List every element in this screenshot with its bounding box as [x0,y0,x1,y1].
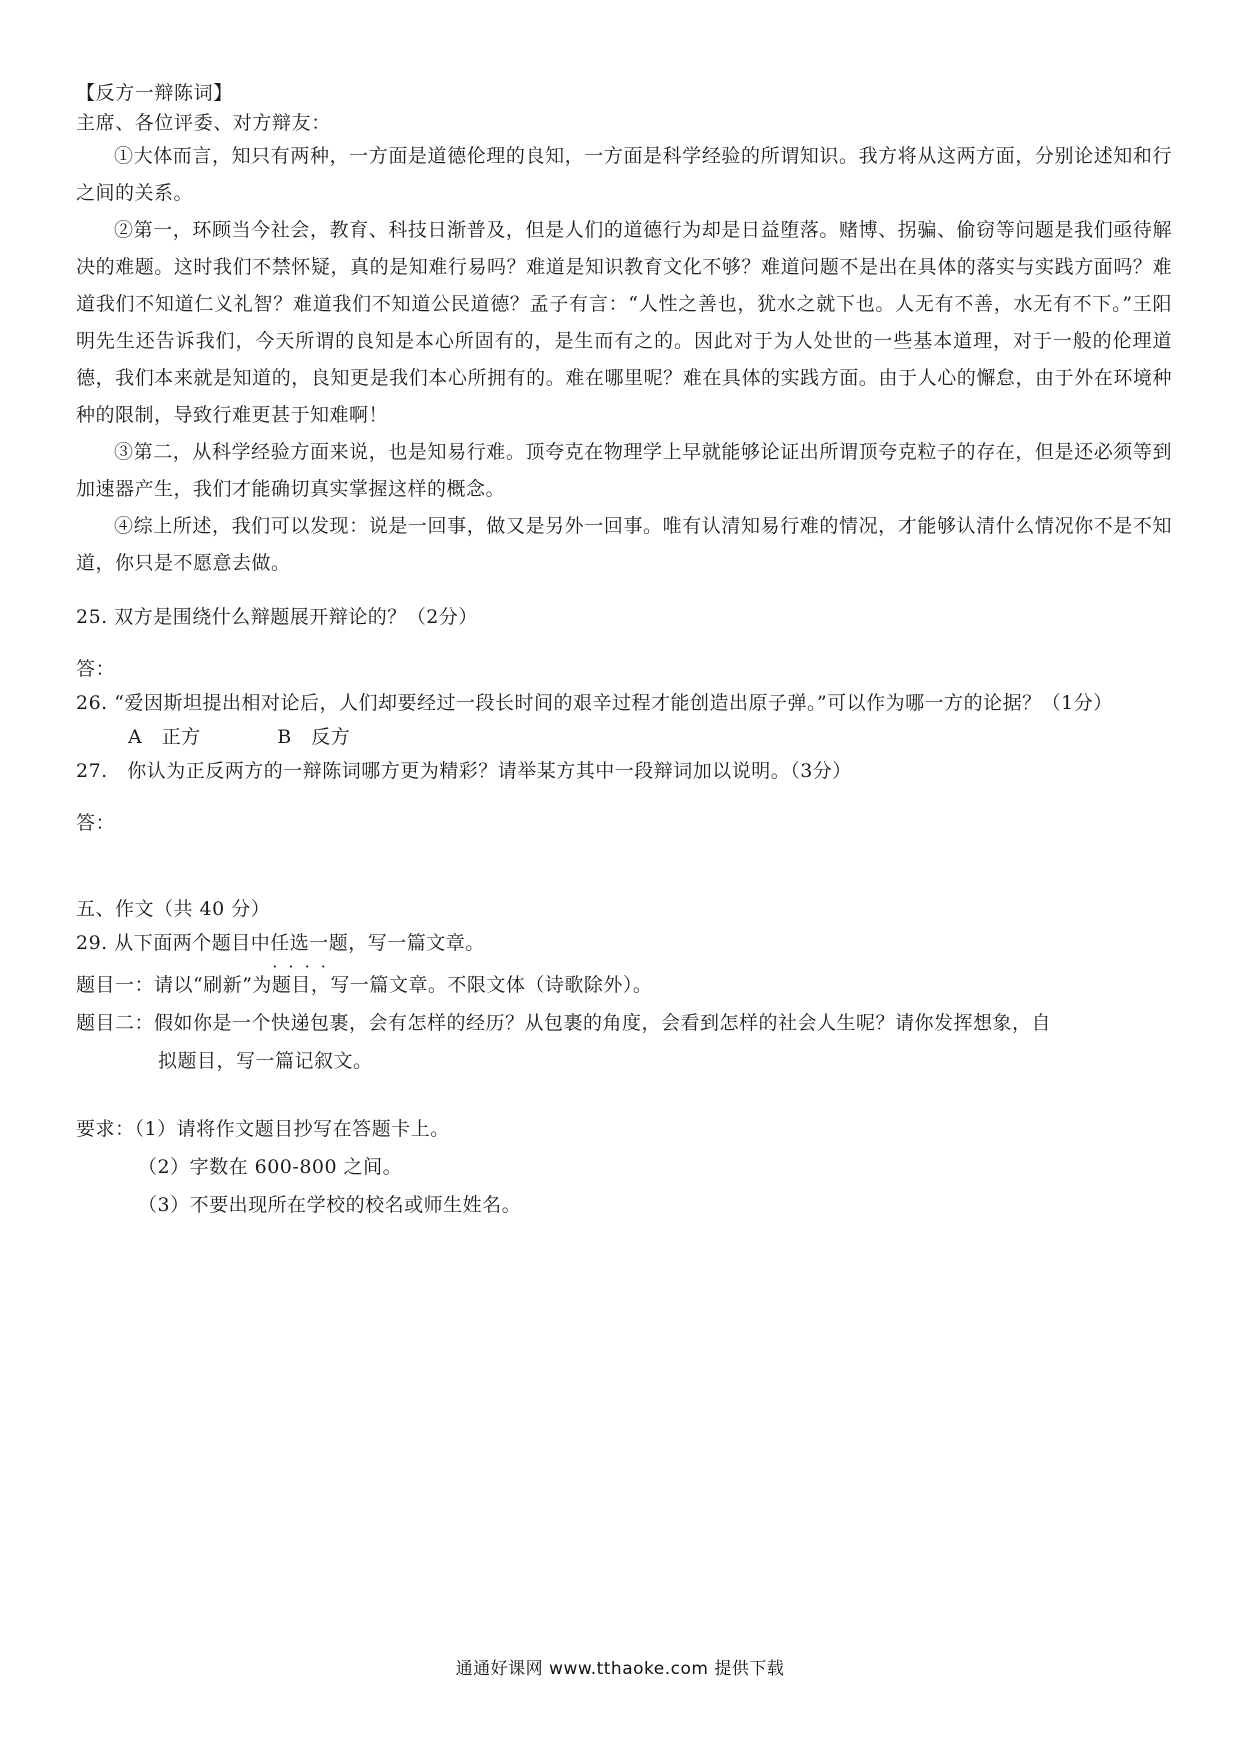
essay-requirement-2: （2）字数在 600-800 之间。 [138,1156,403,1178]
debate-greeting: 主席、各位评委、对方辩友： [76,112,331,134]
debate-paragraph-1: ①大体而言，知只有两种，一方面是道德伦理的良知，一方面是科学经验的所谓知识。我方将从这两方面，分别论述知和行之间的关系。 [76,145,1172,204]
footer-source: 通通好课网 www.tthaoke.com 提供下载 [455,1659,785,1679]
option-b: B 反方 [277,726,351,748]
question-29-prefix: 29. 从下面两个题目中 [76,932,271,954]
question-26-options [76,720,1172,754]
question-25: 25. 双方是围绕什么辩题展开辩论的？（2分） [76,606,478,628]
exam-page [76,78,1172,1224]
debate-paragraph-4: ④综上所述，我们可以发现：说是一回事，做又是另外一回事。唯有认清知易行难的情况，才能够认清什么情况你不是不知道，你只是不愿意去做。 [76,515,1172,574]
question-26: 26. “爱因斯坦提出相对论后，人们却要经过一段长时间的艰辛过程才能创造出原子弹。”可以作为哪一方的论据？（1分） [76,692,1113,714]
question-29-suffix: ，写一篇文章。 [348,932,485,954]
question-29-emphasis: 任选一题 · · · · [270,932,348,954]
question-29 [76,926,1172,960]
debate-heading: 【反方一辩陈词】 [76,82,233,104]
question-27-answer-label: 答： [76,812,116,834]
question-25-answer-label: 答： [76,658,116,680]
essay-requirement-1: 要求：（1）请将作文题目抄写在答题卡上。 [76,1118,450,1140]
debate-paragraph-2: ②第一，环顾当今社会，教育、科技日渐普及，但是人们的道德行为却是日益堕落。赌博、拐骗、偷窃等问题是我们亟待解决的难题。这时我们不禁怀疑，真的是知难行易吗？难道是知识教育文化不够？难道问题不是出在具体的落实与实践方面吗？难道我们不知道仁义礼智？难道我们不知道公民道德？孟子有言：“人性之善也，犹水之就下也。人无有不善，水无有不下。”王阳明先生还告诉我们，今天所谓的良知是本心所固有的，是生而有之的。因此对于为人处世的一些基本道理，对于一般的伦理道德，我们本来就是知道的，良知更是我们本心所拥有的。难在哪里呢？难在具体的实践方面。由于人心的懈怠，由于外在环境种种的限制，导致行难更甚于知难啊！ [76,219,1172,426]
debate-paragraph-3: ③第二，从科学经验方面来说，也是知易行难。顶夸克在物理学上早就能够论证出所谓顶夸克粒子的存在，但是还必须等到加速器产生，我们才能确切真实掌握这样的概念。 [76,441,1172,500]
essay-topic-2-line-2: 拟题目，写一篇记叙文。 [158,1050,373,1072]
essay-topic-2-line-1: 题目二：假如你是一个快递包裹，会有怎样的经历？从包裹的角度，会看到怎样的社会人生呢？请你发挥想象，自 [76,1012,1052,1034]
essay-topic-1: 题目一：请以“刷新”为题目，写一篇文章。不限文体（诗歌除外）。 [76,974,653,996]
option-a: A 正方 [128,726,201,748]
essay-requirement-3: （3）不要出现所在学校的校名或师生姓名。 [138,1194,522,1216]
question-27: 27. 你认为正反两方的一辩陈词哪方更为精彩？请举某方其中一段辩词加以说明。（3分） [76,760,852,782]
essay-section-title: 五、作文（共 40 分） [76,898,271,920]
